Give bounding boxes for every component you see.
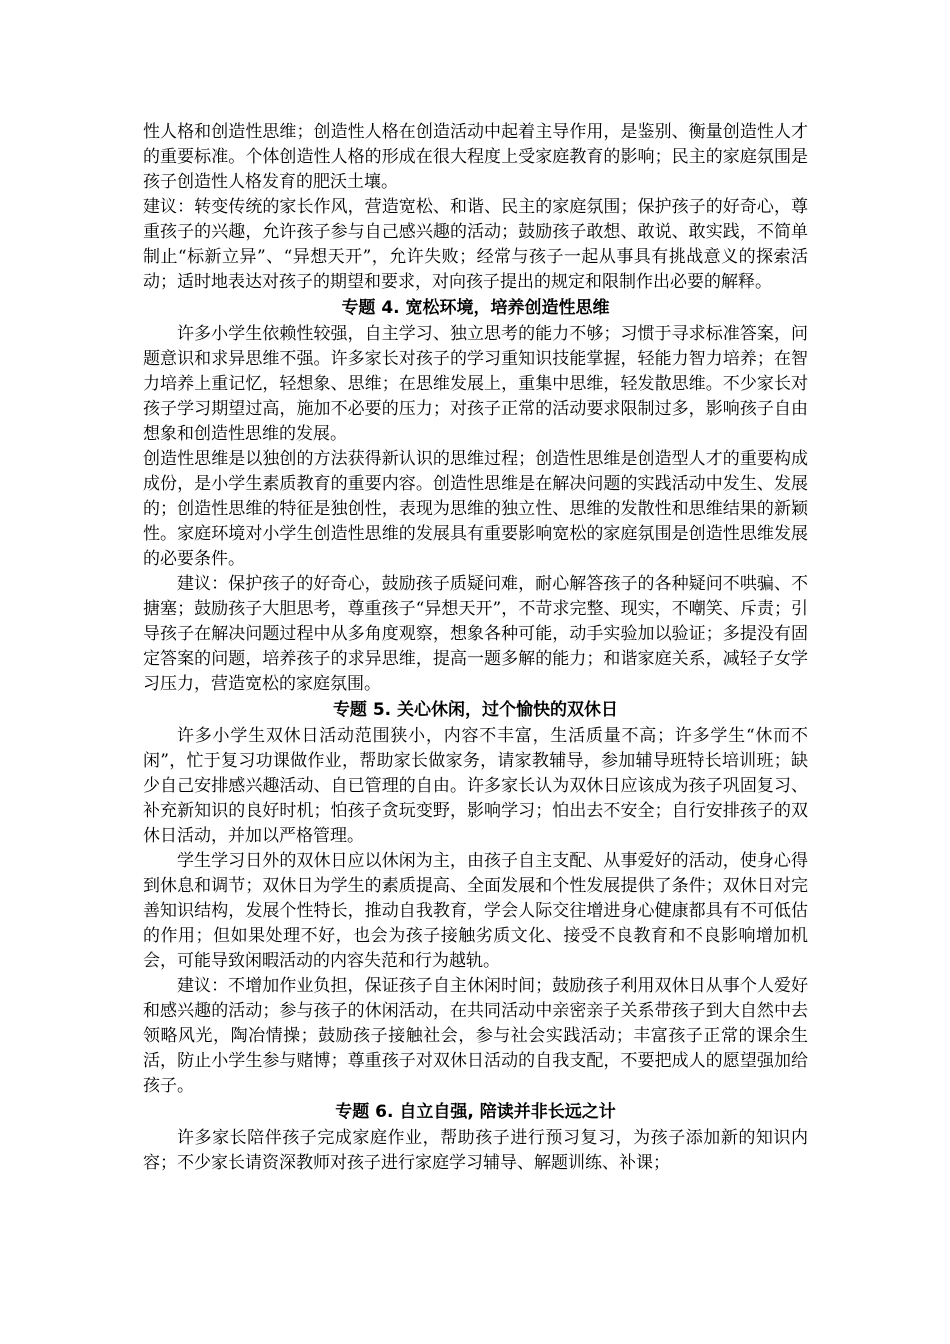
- paragraph: 创造性思维是以独创的方法获得新认识的思维过程；创造性思维是创造型人才的重要构成成份，是小学生素质教育的重要内容。创造性思维是在解决问题的实践活动中发生、发展的；创造性思维的特征是独创性，表现为思维的独立性、思维的发散性和思维结果的新颖性。家庭环境对小学生创造性思维的发展具有重要影响宽松的家庭氛围是创造性思维发展的必要条件。: [143, 449, 808, 569]
- document-page: [143, 120, 808, 1176]
- paragraph: 建议：转变传统的家长作风，营造宽松、和谐、民主的家庭氛围；保护孩子的好奇心，尊重孩子的兴趣，允许孩子参与自己感兴趣的活动；鼓励孩子敢想、敢说、敢实践，不简单制止“标新立异”、“异想天开”，允许失败；经常与孩子一起从事具有挑战意义的探索活动；适时地表达对孩子的期望和要求，对向孩子提出的规定和限制作出必要的解释。: [143, 197, 808, 292]
- section-heading: 专题 6. 自立自强, 陪读并非长远之计: [335, 1102, 616, 1122]
- paragraph: 许多小学生双休日活动范围狭小，内容不丰富，生活质量不高；许多学生“休而不闲”，忙于复习功课做作业，帮助家长做家务，请家教辅导，参加辅导班特长培训班；缺少自己安排感兴趣活动、自已管理的自由。许多家长认为双休日应该成为孩子巩固复习、补充新知识的良好时机；怕孩子贪玩变野，影响学习；怕出去不安全；自行安排孩子的双休日活动，并加以严格管理。: [143, 726, 808, 846]
- paragraph: 许多家长陪伴孩子完成家庭作业，帮助孩子进行预习复习，为孩子添加新的知识内容；不少家长请资深教师对孩子进行家庭学习辅导、解题训练、补课；: [143, 1128, 808, 1173]
- paragraph: 建议：不增加作业负担，保证孩子自主休闲时间；鼓励孩子利用双休日从事个人爱好和感兴趣的活动；参与孩子的休闲活动，在共同活动中亲密亲子关系带孩子到大自然中去领略风光，陶冶情操；鼓励孩子接触社会，参与社会实践活动；丰富孩子正常的课余生活，防止小学生参与赌博；尊重孩子对双休日活动的自我支配，不要把成人的愿望强加给孩子。: [143, 976, 808, 1096]
- section-heading: 专题 5. 关心休闲，过个愉快的双休日: [332, 700, 619, 720]
- paragraph: 性人格和创造性思维；创造性人格在创造活动中起着主导作用，是鉴别、衡量创造性人才的重要标准。个体创造性人格的形成在很大程度上受家庭教育的影响；民主的家庭氛围是孩子创造性人格发育的肥沃土壤。: [143, 122, 808, 192]
- paragraph: 学生学习日外的双休日应以休闲为主，由孩子自主支配、从事爱好的活动，使身心得到休息和调节；双休日为学生的素质提高、全面发展和个性发展提供了条件；双休日对完善知识结构，发展个性特长，推动自我教育，学会人际交往增进身心健康都具有不可低估的作用；但如果处理不好，也会为孩子接触劣质文化、接受不良教育和不良影响增加机会，可能导致闲暇活动的内容失范和行为越轨。: [143, 851, 808, 971]
- paragraph: 建议：保护孩子的好奇心，鼓励孩子质疑问难，耐心解答孩子的各种疑问不哄骗、不搪塞；鼓励孩子大胆思考，尊重孩子“异想天开”，不苛求完整、现实，不嘲笑、斥责；引导孩子在解决问题过程中从多角度观察，想象各种可能，动手实验加以验证；多提没有固定答案的问题，培养孩子的求异思维，提高一题多解的能力；和谐家庭关系，减轻子女学习压力，营造宽松的家庭氛围。: [143, 574, 808, 694]
- section-heading: 专题 4. 宽松环境，培养创造性思维: [341, 298, 610, 318]
- paragraph: 许多小学生依赖性较强，自主学习、独立思考的能力不够；习惯于寻求标准答案，问题意识和求异思维不强。许多家长对孩子的学习重知识技能掌握，轻能力智力培养；在智力培养上重记忆，轻想象、思维；在思维发展上，重集中思维，轻发散思维。不少家长对孩子学习期望过高，施加不必要的压力；对孩子正常的活动要求限制过多，影响孩子自由想象和创造性思维的发展。: [143, 324, 808, 444]
